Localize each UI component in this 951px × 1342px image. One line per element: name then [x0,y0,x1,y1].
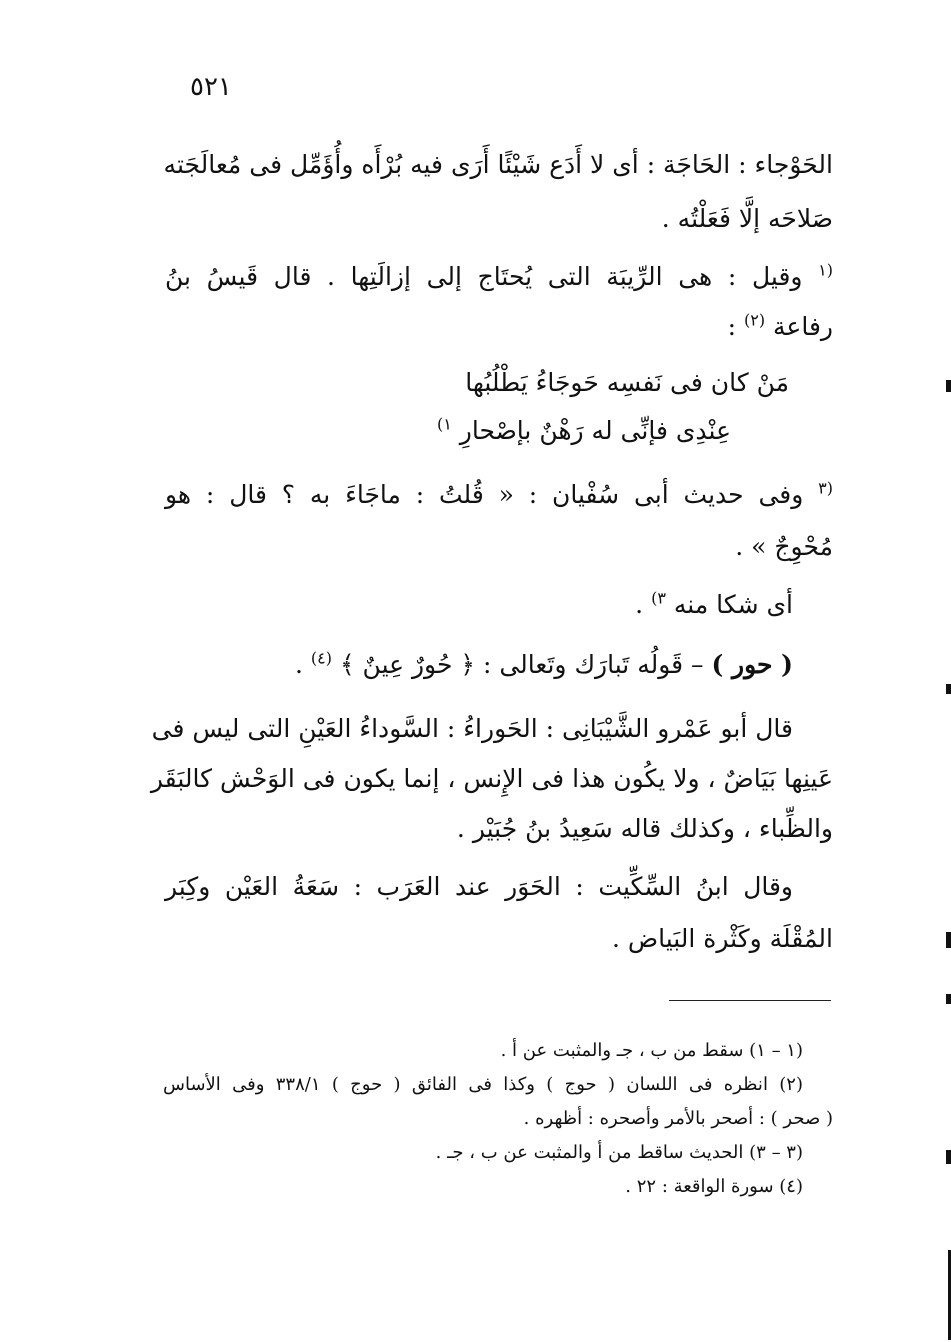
scan-edge-mark [946,1150,951,1164]
body-line: والظِّباء ، وكذلك قاله سَعِيدُ بنُ جُبَيْر . [456,814,833,843]
body-text: : [727,312,737,341]
note-marker: (٣ [818,478,833,498]
body-line: الحَوْجاء : الحَاجَة : أى لا أَدَع شَيْئًا أَرَى فيه بُرْأَه وأُؤَمِّل فى مُعالَجَته [163,150,833,179]
entry-headword: ( حور ) [711,650,793,679]
footnote: (١ – ١) سقط من ب ، جـ والمثبت عن أ . [500,1040,803,1061]
note-marker: (٢) [743,310,766,330]
footnote-separator [669,1000,831,1001]
body-text: . [295,650,303,679]
note-marker: ٣) [651,588,666,608]
note-marker: ١) [436,414,452,434]
verse-text: عِنْدِى فإنِّى له رَهْنٌ بإصْحارِ [459,416,731,445]
body-line: قال أبو عَمْرو الشَّيْبَانِى : الحَوراءُ : السَّوداءُ العَيْنِ التى ليس فى [151,714,793,743]
body-line [165,478,833,512]
body-line: عَينِها بَيَاضٌ ، ولا يكُون هذا فى الإِنس ، إنما يكون فى الوَحْش كالبَقَر [150,764,833,793]
body-line [165,588,833,622]
body-text: رفاعة [773,312,833,341]
footnote: ( صحر ) : أصحر بالأمر وأصحره : أظهره . [523,1108,833,1129]
body-text: – قَولُه تَبارَك وتَعالى : ﴿ حُورٌ عِينٌ ﴾ [339,650,704,679]
scan-edge-mark [946,932,951,948]
body-line: مُحْوِجٌ » . [735,532,833,561]
body-line [165,260,833,294]
verse-line [165,414,833,448]
body-text: وقيل : هى الرِّيبَة التى يُحتَاج إلى إزالَتِها . قال قَيسُ بنُ [165,262,803,291]
body-line: وقال ابنُ السِّكِّيت : الحَوَر عند العَرَب : سَعَةُ العَيْن وكِبَر [165,872,793,901]
body-text: . [635,590,644,619]
page-number: ٥٢١ [190,72,232,102]
body-line: المُقْلَة وكَثْرة البَياض . [611,924,833,953]
body-text: أى شكا منه [673,590,793,619]
scan-edge-mark [946,684,951,694]
footnote: (٢) انظره فى اللسان ( حوج ) وكذا فى الفائق ( حوج ) ٣٣٨/١ وفى الأساس [163,1074,803,1095]
verse-line: مَنْ كان فى نَفسِه حَوجَاءُ يَطْلُبُها [465,368,789,397]
scan-edge-mark [946,380,951,392]
body-line: صَلاحَه إلَّا فَعَلْتُه . [661,204,833,233]
note-marker: (١ [818,260,833,280]
scan-edge-mark [946,994,951,1004]
footnote: (٤) سورة الواقعة : ٢٢ . [625,1176,803,1197]
footnote: (٣ – ٣) الحديث ساقط من أ والمثبت عن ب ، جـ . [435,1142,803,1163]
entry-heading [165,648,833,682]
body-line [165,310,833,344]
body-text: وفى حديث أبى سُفْيان : « قُلتُ : ماجَاءَ به ؟ قال : هو [165,480,804,509]
note-marker: (٤) [310,648,332,668]
